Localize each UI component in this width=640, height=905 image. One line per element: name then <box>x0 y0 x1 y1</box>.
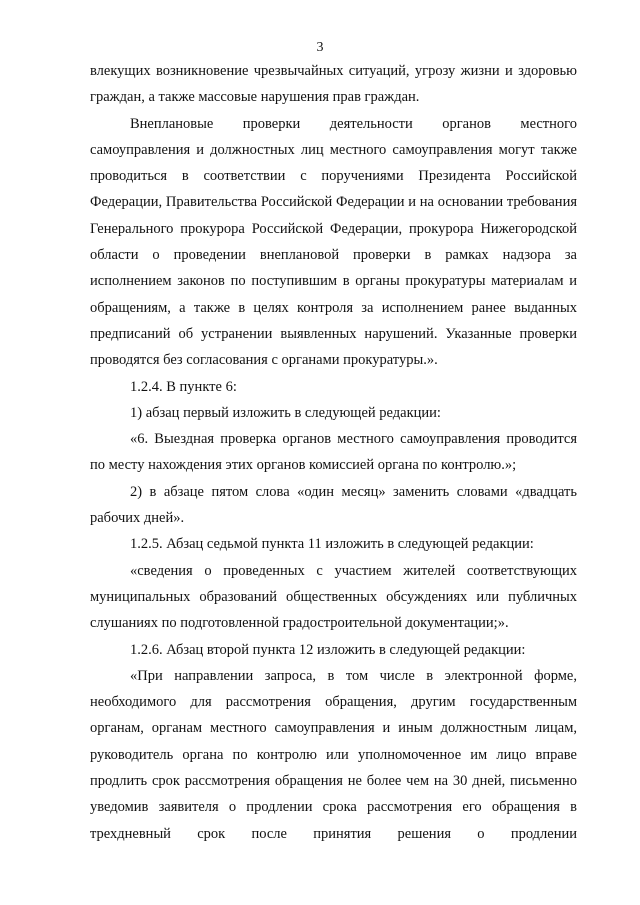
paragraph-subitem-1: 1) абзац первый изложить в следующей редакции: <box>130 404 441 421</box>
paragraph-unscheduled-inspections: Внеплановые проверки деятельности органов местного самоуправления и должностных лиц местного самоуправления могут также проводиться в соответствии с поручениями Президента Российской Федерации, Правительства Российской Федерации и на основании требования Генерального прокурора Российской Федерации, прокурора Нижегородской области о проведении внеплановой проверки в рамках надзора за исполнением законов по поступившим в органы прокуратуры материалам и обращениям, а также в целях контроля за исполнением ранее выданных предписаний об устранении выявленных нарушений. Указанные проверки проводятся без согласования с органами прокуратуры.». <box>90 115 577 369</box>
paragraph-quote-item-6: «6. Выездная проверка органов местного самоуправления проводится по месту нахождения этих органов комиссией органа по контролю.»; <box>90 431 577 474</box>
paragraph-1-2-4: 1.2.4. В пункте 6: <box>130 378 237 395</box>
document-body <box>90 58 577 847</box>
paragraph-1-2-5: 1.2.5. Абзац седьмой пункта 11 изложить в следующей редакции: <box>130 536 534 553</box>
paragraph-1-2-6: 1.2.6. Абзац второй пункта 12 изложить в следующей редакции: <box>130 641 526 658</box>
paragraph-subitem-2: 2) в абзаце пятом слова «один месяц» заменить словами «двадцать рабочих дней». <box>90 483 577 527</box>
page-number: 3 <box>316 40 324 55</box>
paragraph-quote-hearings: «сведения о проведенных с участием жителей соответствующих муниципальных образований общественных обсуждениях или публичных слушаниях по подготовленной градостроительной документации;». <box>90 562 577 632</box>
paragraph-quote-request: «При направлении запроса, в том числе в электронной форме, необходимого для рассмотрения обращения, другим государственным органам, органам местного самоуправления и иным должностным лицам, руководитель органа по контролю или уполномоченное им лицо вправе продлить срок рассмотрения обращения не более чем на 30 дней, письменно уведомив заявителя о продлении срока рассмотрения его обращения в трехдневный срок после принятия решения о продлении <box>90 667 577 842</box>
paragraph-continuation: влекущих возникновение чрезвычайных ситуаций, угрозу жизни и здоровью граждан, а также массовые нарушения прав граждан. <box>90 63 577 106</box>
